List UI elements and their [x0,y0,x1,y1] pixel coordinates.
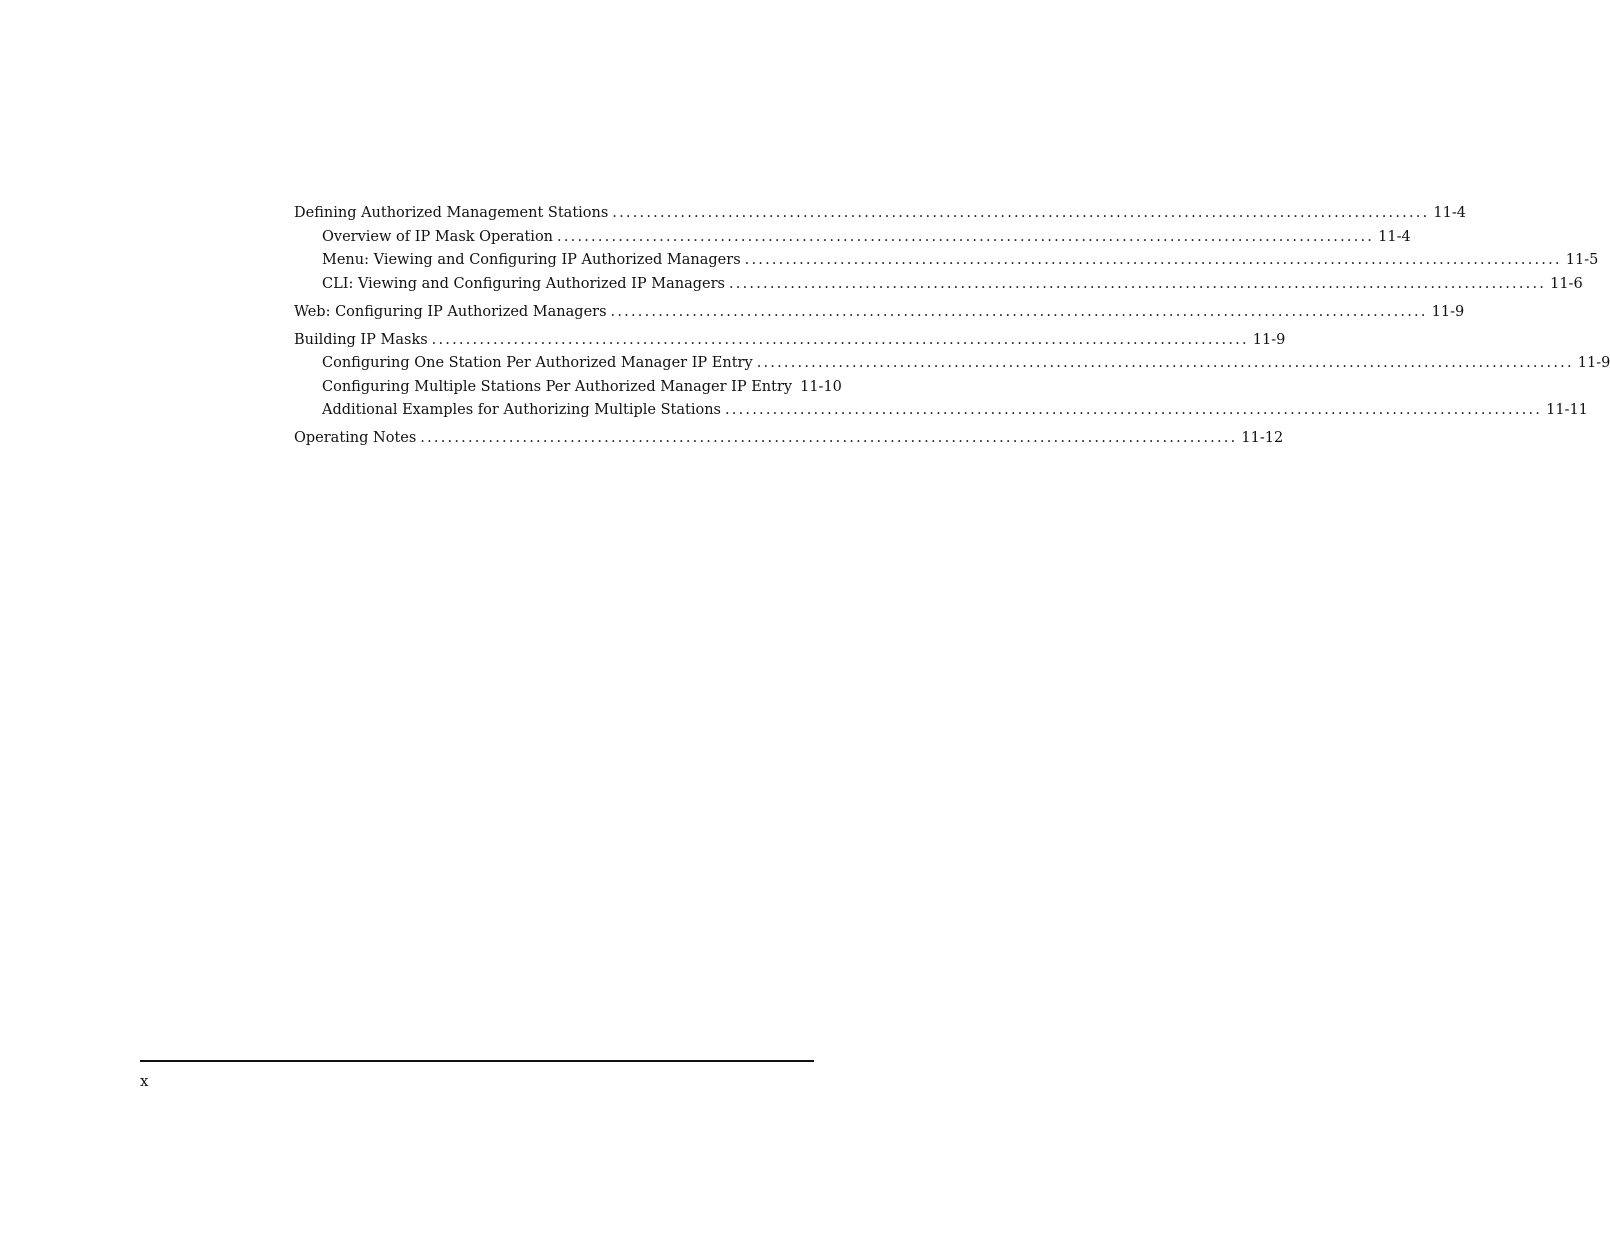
toc-entry[interactable] [294,399,1588,423]
toc-entry-page: 11-9 [1577,355,1610,371]
toc-leader-dots: ........................................................................................................................ [431,331,1249,348]
toc-entry[interactable] [294,202,1466,226]
page-number: x [140,1072,149,1090]
toc-entry-title: Overview of IP Mask Operation [322,228,554,245]
toc-leader-dots: ........................................................................................................................ [610,303,1428,320]
toc-entry-title: CLI: Viewing and Configuring Authorized IP Managers [322,275,725,292]
toc-entry-title: Operating Notes [294,430,417,446]
toc-entry[interactable] [294,427,1284,451]
toc-entry-page: 11-11 [1546,402,1588,418]
toc-entry-page: 11-4 [1433,205,1466,221]
toc-entry-title: Configuring Multiple Stations Per Authorized Manager IP Entry [322,378,793,395]
toc-leader-dots: ........................................................................................................................ [728,275,1547,292]
toc-entry-title: Configuring One Station Per Authorized Manager IP Entry [322,355,753,371]
toc-leader-dots: ........................................................................................................................ [420,430,1238,446]
toc-leader-dots: ........................................................................................................................ [557,228,1375,245]
toc-entry[interactable] [294,226,1411,250]
toc-entry-title: Menu: Viewing and Configuring IP Authorized Managers [322,252,741,268]
toc-entry[interactable] [294,273,1583,297]
toc-entry-page: 11-9 [1252,331,1286,348]
toc-entry-title: Building IP Masks [294,331,428,348]
toc-entry[interactable] [294,301,1465,325]
toc-entry-title: Defining Authorized Management Stations [294,205,609,221]
toc-entry-page: 11-6 [1550,275,1583,292]
toc-entry-title: Web: Configuring IP Authorized Managers [294,303,607,320]
toc-entry[interactable] [294,329,1286,353]
toc-entry[interactable] [294,249,1599,273]
toc-entry-page: 11-10 [800,378,842,395]
toc-entry-page: 11-9 [1431,303,1465,320]
toc-leader-dots: ........................................................................................................................ [756,355,1574,371]
toc-leader-dots: ........................................................................................................................ [744,252,1562,268]
toc-leader-dots: ........................................................................................................................ [612,205,1430,221]
table-of-contents [294,202,1610,451]
toc-entry-title: Additional Examples for Authorizing Multiple Stations [322,402,721,418]
toc-entry-page: 11-5 [1565,252,1599,268]
toc-entry-page: 11-12 [1241,430,1284,446]
toc-entry[interactable] [294,352,1610,376]
toc-entry-page: 11-4 [1378,228,1411,245]
footer-rule [140,1060,814,1062]
toc-leader-dots: ........................................................................................................................ [725,402,1543,418]
toc-entry[interactable] [294,376,842,400]
